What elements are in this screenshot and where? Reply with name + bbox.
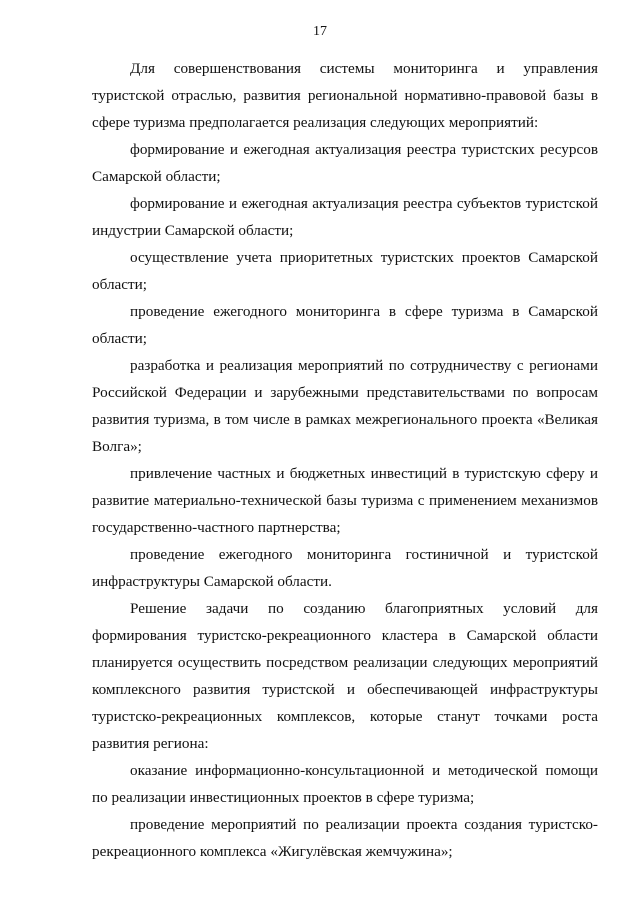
- page-number: 17: [313, 24, 327, 39]
- paragraph: разработка и реализация мероприятий по сотрудничеству с регионами Российской Федерации и зарубежными представительствами по вопросам развития туризма, в том числе в рамках межрегионального проекта «Великая Волга»;: [92, 357, 598, 455]
- paragraph: привлечение частных и бюджетных инвестиций в туристскую сферу и развитие материально-технической базы туризма с применением механизмов государственно-частного партнерства;: [92, 465, 598, 536]
- paragraph: формирование и ежегодная актуализация реестра туристских ресурсов Самарской области;: [92, 141, 598, 185]
- paragraph: осуществление учета приоритетных туристских проектов Самарской области;: [92, 249, 598, 293]
- document-body: [92, 55, 598, 865]
- paragraph: проведение ежегодного мониторинга в сфере туризма в Самарской области;: [92, 303, 598, 347]
- paragraph: формирование и ежегодная актуализация реестра субъектов туристской индустрии Самарской области;: [92, 195, 598, 239]
- paragraph: Решение задачи по созданию благоприятных условий для формирования туристско-рекреационного кластера в Самарской области планируется осуществить посредством реализации следующих мероприятий комплексного развития туристской и обеспечивающей инфраструктуры туристско-рекреационных комплексов, которые станут точками роста развития региона:: [92, 600, 598, 752]
- paragraph: проведение мероприятий по реализации проекта создания туристско-рекреационного комплекса «Жигулёвская жемчужина»;: [92, 816, 598, 860]
- paragraph: Для совершенствования системы мониторинга и управления туристской отраслью, развития региональной нормативно-правовой базы в сфере туризма предполагается реализация следующих мероприятий:: [92, 60, 598, 131]
- paragraph: проведение ежегодного мониторинга гостиничной и туристской инфраструктуры Самарской области.: [92, 546, 598, 590]
- paragraph: оказание информационно-консультационной и методической помощи по реализации инвестиционных проектов в сфере туризма;: [92, 762, 598, 806]
